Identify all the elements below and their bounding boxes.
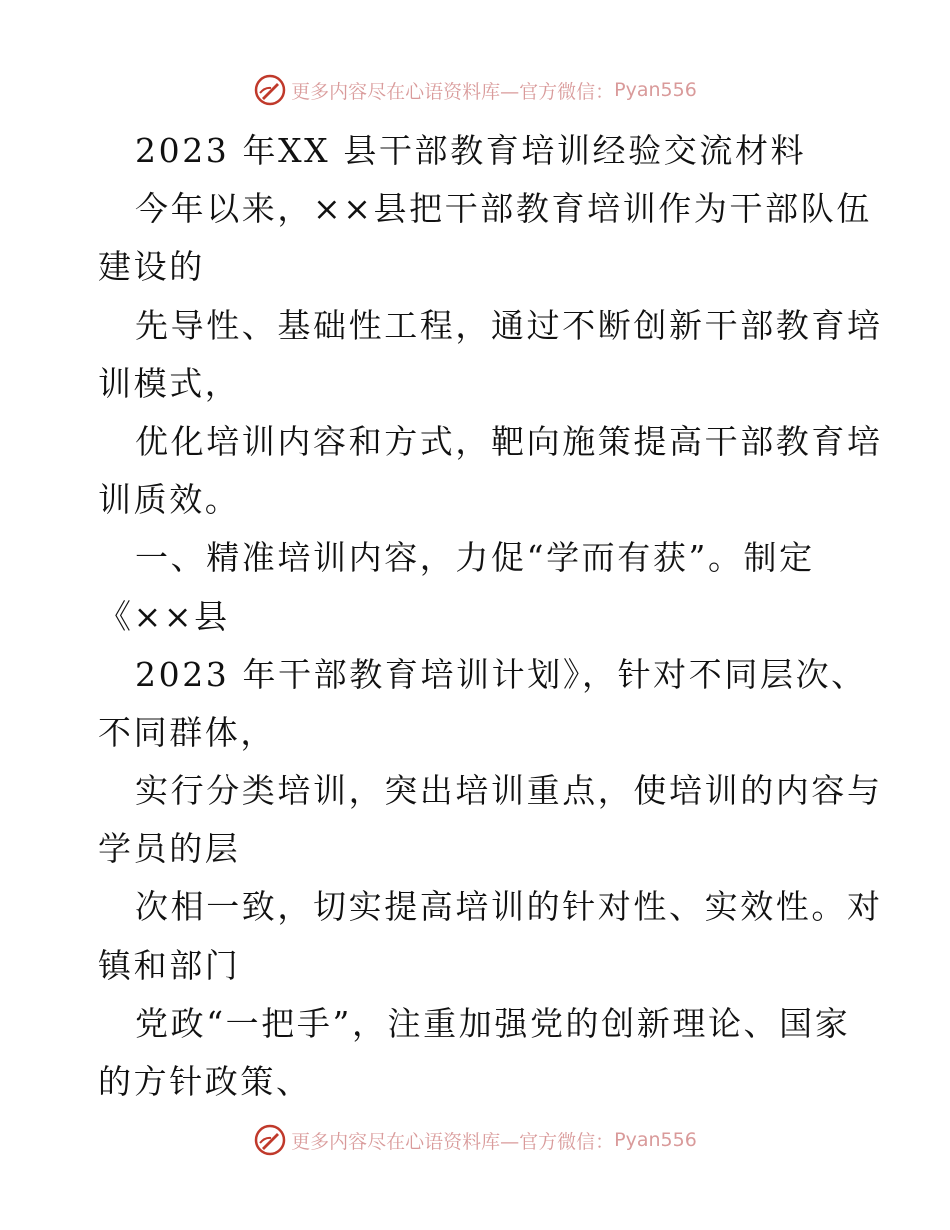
document-body xyxy=(98,122,883,1111)
paragraph-line: 建设的 xyxy=(98,247,205,287)
watermark-wechat-id: Pyan556 xyxy=(614,1129,697,1151)
paragraph-line: 今年以来，××县把干部教育培训作为干部队伍 xyxy=(135,189,872,229)
watermark-text: 更多内容尽在心语资料库—官方微信： xyxy=(291,80,615,103)
watermark-footer xyxy=(0,1122,950,1158)
paragraph-line: 学员的层 xyxy=(98,829,241,869)
quill-logo-icon xyxy=(253,73,287,107)
watermark-text: 更多内容尽在心语资料库—官方微信： xyxy=(291,1130,615,1153)
watermark-wechat-id: Pyan556 xyxy=(614,79,697,101)
paragraph-line: 2023 年干部教育培训计划》，针对不同层次、 xyxy=(135,654,867,694)
paragraph-line: 镇和部门 xyxy=(98,945,241,985)
paragraph-line: 次相一致，切实提高培训的针对性、实效性。对 xyxy=(135,887,883,927)
paragraph-line: 《××县 xyxy=(98,596,230,636)
quill-logo-icon xyxy=(253,1123,287,1157)
document-title: 2023 年XX 县干部教育培训经验交流材料 xyxy=(135,131,807,170)
watermark-header xyxy=(0,72,950,108)
paragraph-line: 党政“一把手”，注重加强党的创新理论、国家 xyxy=(135,1003,851,1043)
paragraph-line: 优化培训内容和方式，靶向施策提高干部教育培 xyxy=(135,421,883,461)
paragraph-line: 不同群体， xyxy=(98,712,276,752)
paragraph-line: 训质效。 xyxy=(98,480,241,520)
paragraph-line: 实行分类培训，突出培训重点，使培训的内容与 xyxy=(135,771,883,811)
paragraph-line: 先导性、基础性工程，通过不断创新干部教育培 xyxy=(135,305,883,345)
paragraph-line: 训模式， xyxy=(98,363,241,403)
section-heading-line: 一、精准培训内容，力促“学而有获”。制定 xyxy=(135,538,815,578)
paragraph-line: 的方针政策、 xyxy=(98,1062,312,1101)
